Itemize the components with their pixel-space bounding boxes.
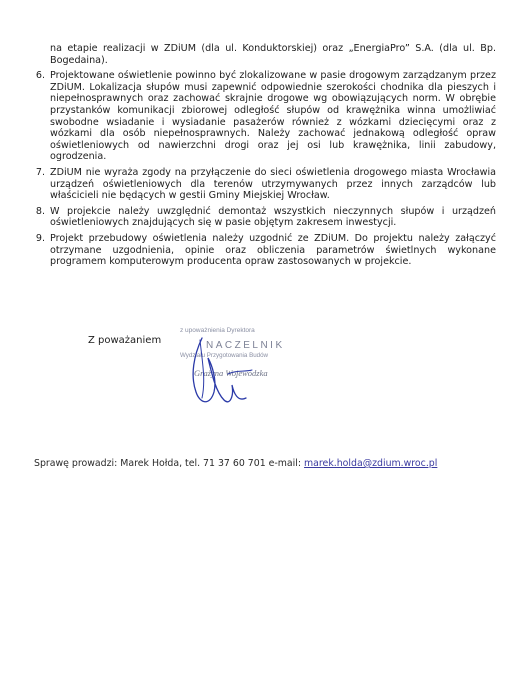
stamp-authorization: z upoważnienia Dyrektora [180, 327, 255, 334]
stamp-department: Wydziału Przygotowania Budów [180, 352, 268, 359]
item-text: ZDiUM nie wyraża zgody na przyłączenie do sieci oświetlenia drogowego miasta Wrocławia urządzeń oświetleniowych dla terenów utrzymywanych przez innych zarządców lub właścicieli nie będących w gestii Gminy Miejskiej Wrocław. [50, 166, 496, 202]
contact-footer [34, 458, 437, 469]
item-text: W projekcie należy uwzględnić demontaż wszystkich nieczynnych słupów i urządzeń oświetleniowych znajdujących się w pasie objętym zakresem inwestycji. [50, 205, 496, 229]
stamp-name: Grażyna Wojewódzka [194, 368, 268, 378]
handwritten-signature [172, 330, 272, 415]
item-text: Projekt przebudowy oświetlenia należy uzgodnić ze ZDiUM. Do projektu należy załączyć otrzymane uzgodnienia, opinie oraz obliczenia parametrów świetlnych wykonane programem komputerowym producenta opraw zastosowanych w projekcie. [50, 232, 496, 268]
list-item [24, 70, 496, 163]
list-item [24, 167, 496, 202]
list-item [24, 233, 496, 268]
email-link[interactable]: marek.holda@zdium.wroc.pl [304, 458, 438, 469]
stamp-title: NACZELNIK [206, 340, 285, 351]
closing-salutation: Z poważaniem [88, 335, 162, 346]
item-number: 9. [35, 232, 45, 244]
item-number: 8. [35, 205, 45, 217]
conditions-list [24, 43, 496, 272]
item-number: 7. [35, 166, 45, 178]
item-number: 6. [35, 70, 45, 82]
list-item [24, 206, 496, 229]
item-text: Projektowane oświetlenie powinno być zlokalizowane w pasie drogowym zarządzanym przez ZDiUM. Lokalizacja słupów musi zapewnić odpowiednie szerokości chodnika dla pieszych i niepełnosprawnych oraz zachować skrajnie drogowe wg obowiązujących norm. W obrębie przystanków komunikacji zbiorowej odległość słupów od krawężnika winna umożliwiać swobodne wsiadanie i wysiadanie pasażerów również z wózkami dziecięcymi oraz z wózkami dla osób niepełnosprawnych. Należy zachować jednakową odległość opraw oświetleniowych od nawierzchni drogi oraz jej osi lub krawężnika, linii zabudowy, ogrodzenia. [50, 70, 496, 163]
list-continuation: na etapie realizacji w ZDiUM (dla ul. Konduktorskiej) oraz „EnergiaPro” S.A. (dla ul. Bp. Bogedaina). [50, 43, 496, 66]
footer-contact-text: Sprawę prowadzi: Marek Hołda, tel. 71 37 60 701 e-mail: [34, 458, 305, 469]
